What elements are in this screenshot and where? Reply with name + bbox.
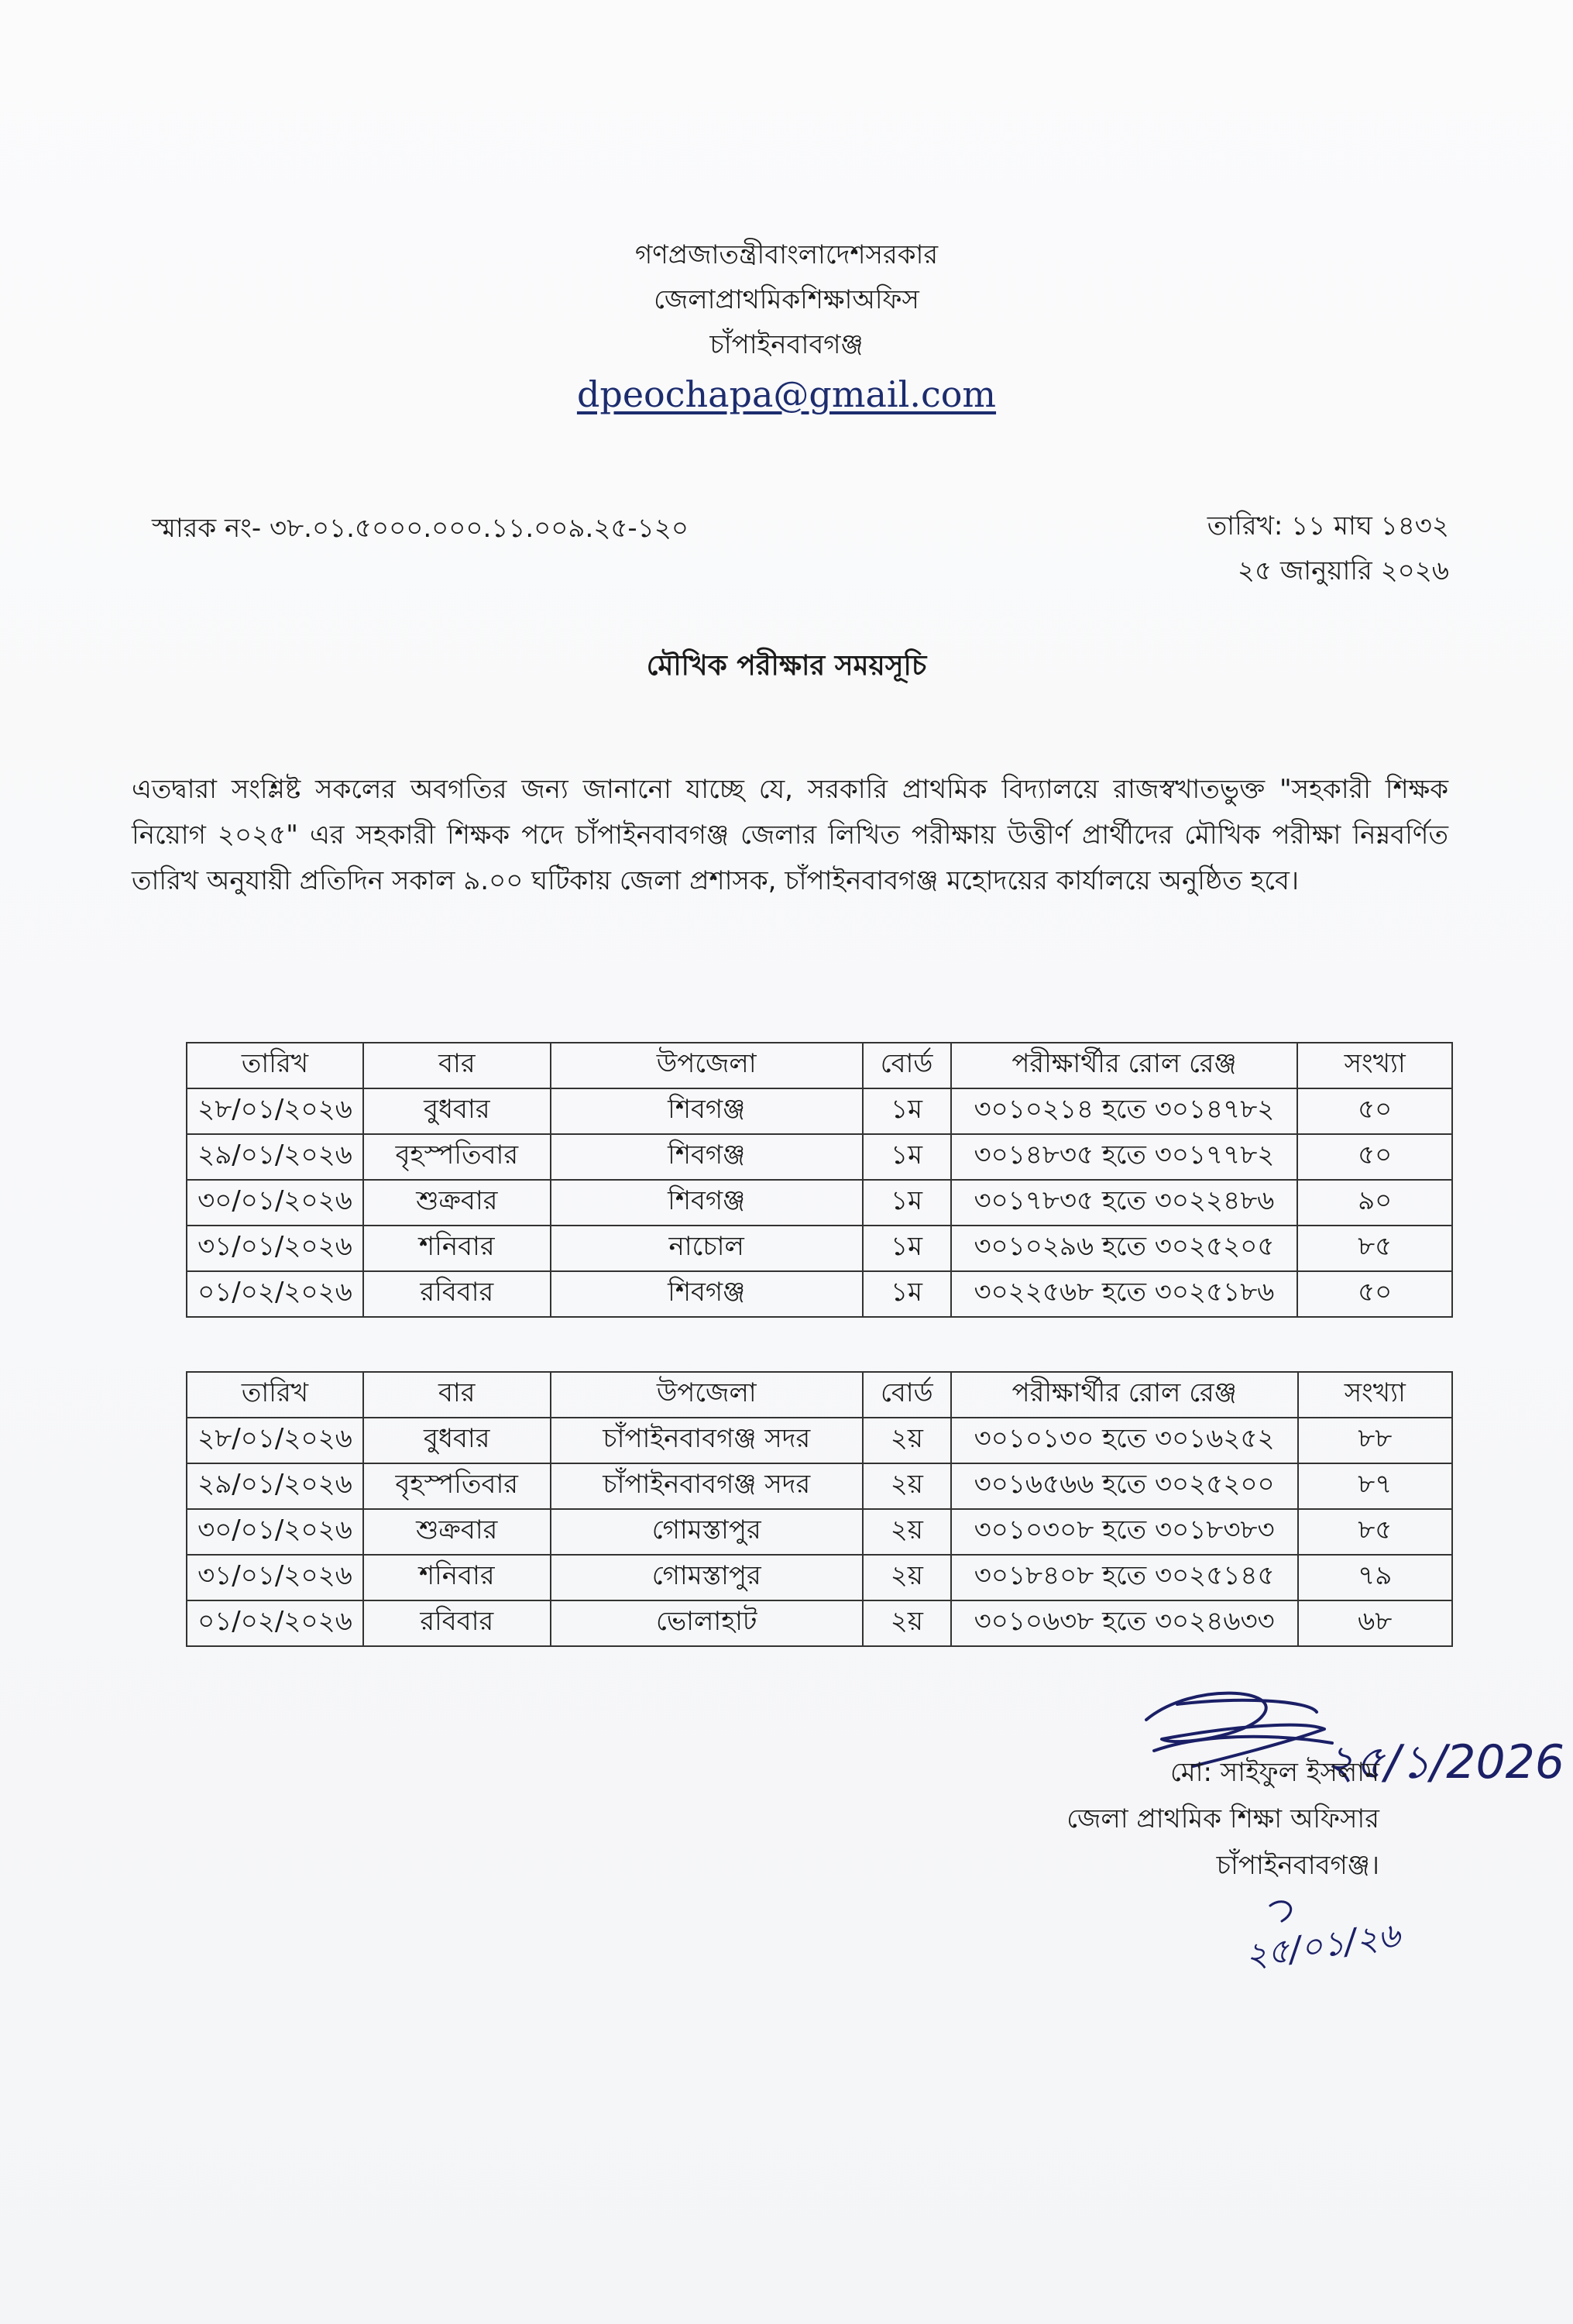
table-cell: ২য় xyxy=(863,1555,951,1600)
table-cell: ৬৮ xyxy=(1298,1600,1452,1646)
date-bangla: তারিখ: ১১ মাঘ ১৪৩২ xyxy=(1207,511,1449,541)
table-cell: ২য় xyxy=(863,1463,951,1509)
signatory-name: মো: সাইফুল ইসলাম xyxy=(1169,1757,1379,1788)
district-name: চাঁপাইনবাবগঞ্জ xyxy=(709,329,864,360)
table-cell: ৩০১০১৩০ হতে ৩০১৬২৫২ xyxy=(951,1418,1298,1463)
column-header: বোর্ড xyxy=(863,1043,951,1088)
column-header: উপজেলা xyxy=(551,1043,863,1088)
table-cell: ৮৮ xyxy=(1298,1418,1452,1463)
table-cell: ৫০ xyxy=(1297,1134,1452,1180)
office-name: জেলাপ্রাথমিকশিক্ষাঅফিস xyxy=(654,284,919,315)
page-title: মৌখিক পরীক্ষার সময়সূচি xyxy=(646,650,927,682)
table-cell: ১ম xyxy=(863,1134,951,1180)
table-cell: শিবগঞ্জ xyxy=(551,1271,863,1317)
table-cell: ৩০২২৫৬৮ হতে ৩০২৫১৮৬ xyxy=(951,1271,1298,1317)
table-cell: ৩০১০২৯৬ হতে ৩০২৫২০৫ xyxy=(951,1226,1298,1271)
initial-mark xyxy=(1239,1890,1441,2006)
column-header: পরীক্ষার্থীর রোল রেঞ্জ xyxy=(951,1372,1298,1418)
table-cell: শুক্রবার xyxy=(363,1180,551,1226)
table-cell: ২য় xyxy=(863,1509,951,1555)
table-cell: ৮৭ xyxy=(1298,1463,1452,1509)
table-cell: ২য় xyxy=(863,1418,951,1463)
table-cell: ১ম xyxy=(863,1180,951,1226)
govt-name: গণপ্রজাতন্ত্রীবাংলাদেশসরকার xyxy=(634,239,939,270)
table-cell: ৩০১০৩০৮ হতে ৩০১৮৩৮৩ xyxy=(951,1509,1298,1555)
column-header: সংখ্যা xyxy=(1297,1043,1452,1088)
table-cell: ৭৯ xyxy=(1298,1555,1452,1600)
table-cell: রবিবার xyxy=(363,1600,551,1646)
table-cell: বৃহস্পতিবার xyxy=(363,1463,551,1509)
table-row xyxy=(187,1600,1452,1646)
table-header-row xyxy=(187,1372,1452,1418)
schedule-table-board-1 xyxy=(186,1042,1453,1318)
table-cell: ৩০১৬৫৬৬ হতে ৩০২৫২০০ xyxy=(951,1463,1298,1509)
table-cell: ৮৫ xyxy=(1298,1509,1452,1555)
table-cell: গোমস্তাপুর xyxy=(551,1509,863,1555)
table-cell: ৮৫ xyxy=(1297,1226,1452,1271)
column-header: তারিখ xyxy=(187,1372,363,1418)
table-cell: ০১/০২/২০২৬ xyxy=(187,1600,363,1646)
table-row xyxy=(187,1180,1452,1226)
table-cell: ৩০১০২১৪ হতে ৩০১৪৭৮২ xyxy=(951,1088,1298,1134)
table-row xyxy=(187,1134,1452,1180)
table-cell: বুধবার xyxy=(363,1418,551,1463)
signature-date: ২৫/১/2026 xyxy=(1324,1735,1564,1789)
table-cell: ৩০১০৬৩৮ হতে ৩০২৪৬৩৩ xyxy=(951,1600,1298,1646)
table-cell: শনিবার xyxy=(363,1226,551,1271)
table-cell: শুক্রবার xyxy=(363,1509,551,1555)
table-cell: ২৮/০১/২০২৬ xyxy=(187,1088,363,1134)
table-cell: ১ম xyxy=(863,1088,951,1134)
column-header: তারিখ xyxy=(187,1043,363,1088)
date-block xyxy=(1207,504,1449,593)
table-cell: ৫০ xyxy=(1297,1271,1452,1317)
table-cell: ৯০ xyxy=(1297,1180,1452,1226)
table-cell: ৩০/০১/২০২৬ xyxy=(187,1180,363,1226)
table-cell: ৩০১৪৮৩৫ হতে ৩০১৭৭৮২ xyxy=(951,1134,1298,1180)
signatory-designation: জেলা প্রাথমিক শিক্ষা অফিসার xyxy=(1066,1803,1379,1834)
table-cell: রবিবার xyxy=(363,1271,551,1317)
table-cell: ২৮/০১/২০২৬ xyxy=(187,1418,363,1463)
table-cell: ভোলাহাট xyxy=(551,1600,863,1646)
table-cell: ৩১/০১/২০২৬ xyxy=(187,1555,363,1600)
table-row xyxy=(187,1555,1452,1600)
letterhead xyxy=(0,232,1573,421)
table-row xyxy=(187,1509,1452,1555)
column-header: পরীক্ষার্থীর রোল রেঞ্জ xyxy=(951,1043,1298,1088)
column-header: সংখ্যা xyxy=(1298,1372,1452,1418)
table-cell: চাঁপাইনবাবগঞ্জ সদর xyxy=(551,1463,863,1509)
table-row xyxy=(187,1418,1452,1463)
table-row xyxy=(187,1088,1452,1134)
table-cell: ৫০ xyxy=(1297,1088,1452,1134)
column-header: বার xyxy=(363,1372,551,1418)
memo-number: স্মারক নং- ৩৮.০১.৫০০০.০০০.১১.০০৯.২৫-১২০ xyxy=(152,513,689,544)
table-row xyxy=(187,1226,1452,1271)
table-row xyxy=(187,1463,1452,1509)
table-header-row xyxy=(187,1043,1452,1088)
schedule-table-board-2 xyxy=(186,1371,1453,1647)
table-cell: শনিবার xyxy=(363,1555,551,1600)
table-cell: চাঁপাইনবাবগঞ্জ সদর xyxy=(551,1418,863,1463)
initial-date: ২৫/০১/২৬ xyxy=(1242,1915,1403,1976)
office-email-link[interactable]: dpeochapa@gmail.com xyxy=(576,373,997,415)
table-cell: শিবগঞ্জ xyxy=(551,1180,863,1226)
table-cell: নাচোল xyxy=(551,1226,863,1271)
table-cell: ২৯/০১/২০২৬ xyxy=(187,1463,363,1509)
notice-body: এতদ্বারা সংশ্লিষ্ট সকলের অবগতির জন্য জানানো যাচ্ছে যে, সরকারি প্রাথমিক বিদ্যালয়ে রাজস্বখাতভুক্ত "সহকারী শিক্ষক নিয়োগ ২০২৫" এর সহকারী শিক্ষক পদে চাঁপাইনবাবগঞ্জ জেলার লিখিত পরীক্ষায় উত্তীর্ণ প্রার্থীদের মৌখিক পরীক্ষা নিম্নবর্ণিত তারিখ অনুযায়ী প্রতিদিন সকাল ৯.০০ ঘটিকায় জেলা প্রশাসক, চাঁপাইনবাবগঞ্জ মহোদয়ের কার্যালয়ে অনুষ্ঠিত হবে। xyxy=(132,774,1448,896)
table-cell: ২য় xyxy=(863,1600,951,1646)
date-gregorian: ২৫ জানুয়ারি ২০২৬ xyxy=(1237,555,1449,586)
column-header: উপজেলা xyxy=(551,1372,863,1418)
table-cell: ১ম xyxy=(863,1271,951,1317)
column-header: বোর্ড xyxy=(863,1372,951,1418)
table-cell: ১ম xyxy=(863,1226,951,1271)
signatory-block xyxy=(1066,1749,1379,1889)
table-cell: শিবগঞ্জ xyxy=(551,1134,863,1180)
table-cell: ৩০১৭৮৩৫ হতে ৩০২২৪৮৬ xyxy=(951,1180,1298,1226)
table-cell: বৃহস্পতিবার xyxy=(363,1134,551,1180)
table-cell: ৩১/০১/২০২৬ xyxy=(187,1226,363,1271)
table-cell: ২৯/০১/২০২৬ xyxy=(187,1134,363,1180)
table-cell: ৩০১৮৪০৮ হতে ৩০২৫১৪৫ xyxy=(951,1555,1298,1600)
table-cell: শিবগঞ্জ xyxy=(551,1088,863,1134)
table-cell: ০১/০২/২০২৬ xyxy=(187,1271,363,1317)
table-cell: ৩০/০১/২০২৬ xyxy=(187,1509,363,1555)
table-cell: বুধবার xyxy=(363,1088,551,1134)
signatory-location: চাঁপাইনবাবগঞ্জ। xyxy=(1216,1850,1379,1881)
column-header: বার xyxy=(363,1043,551,1088)
table-cell: গোমস্তাপুর xyxy=(551,1555,863,1600)
table-row xyxy=(187,1271,1452,1317)
